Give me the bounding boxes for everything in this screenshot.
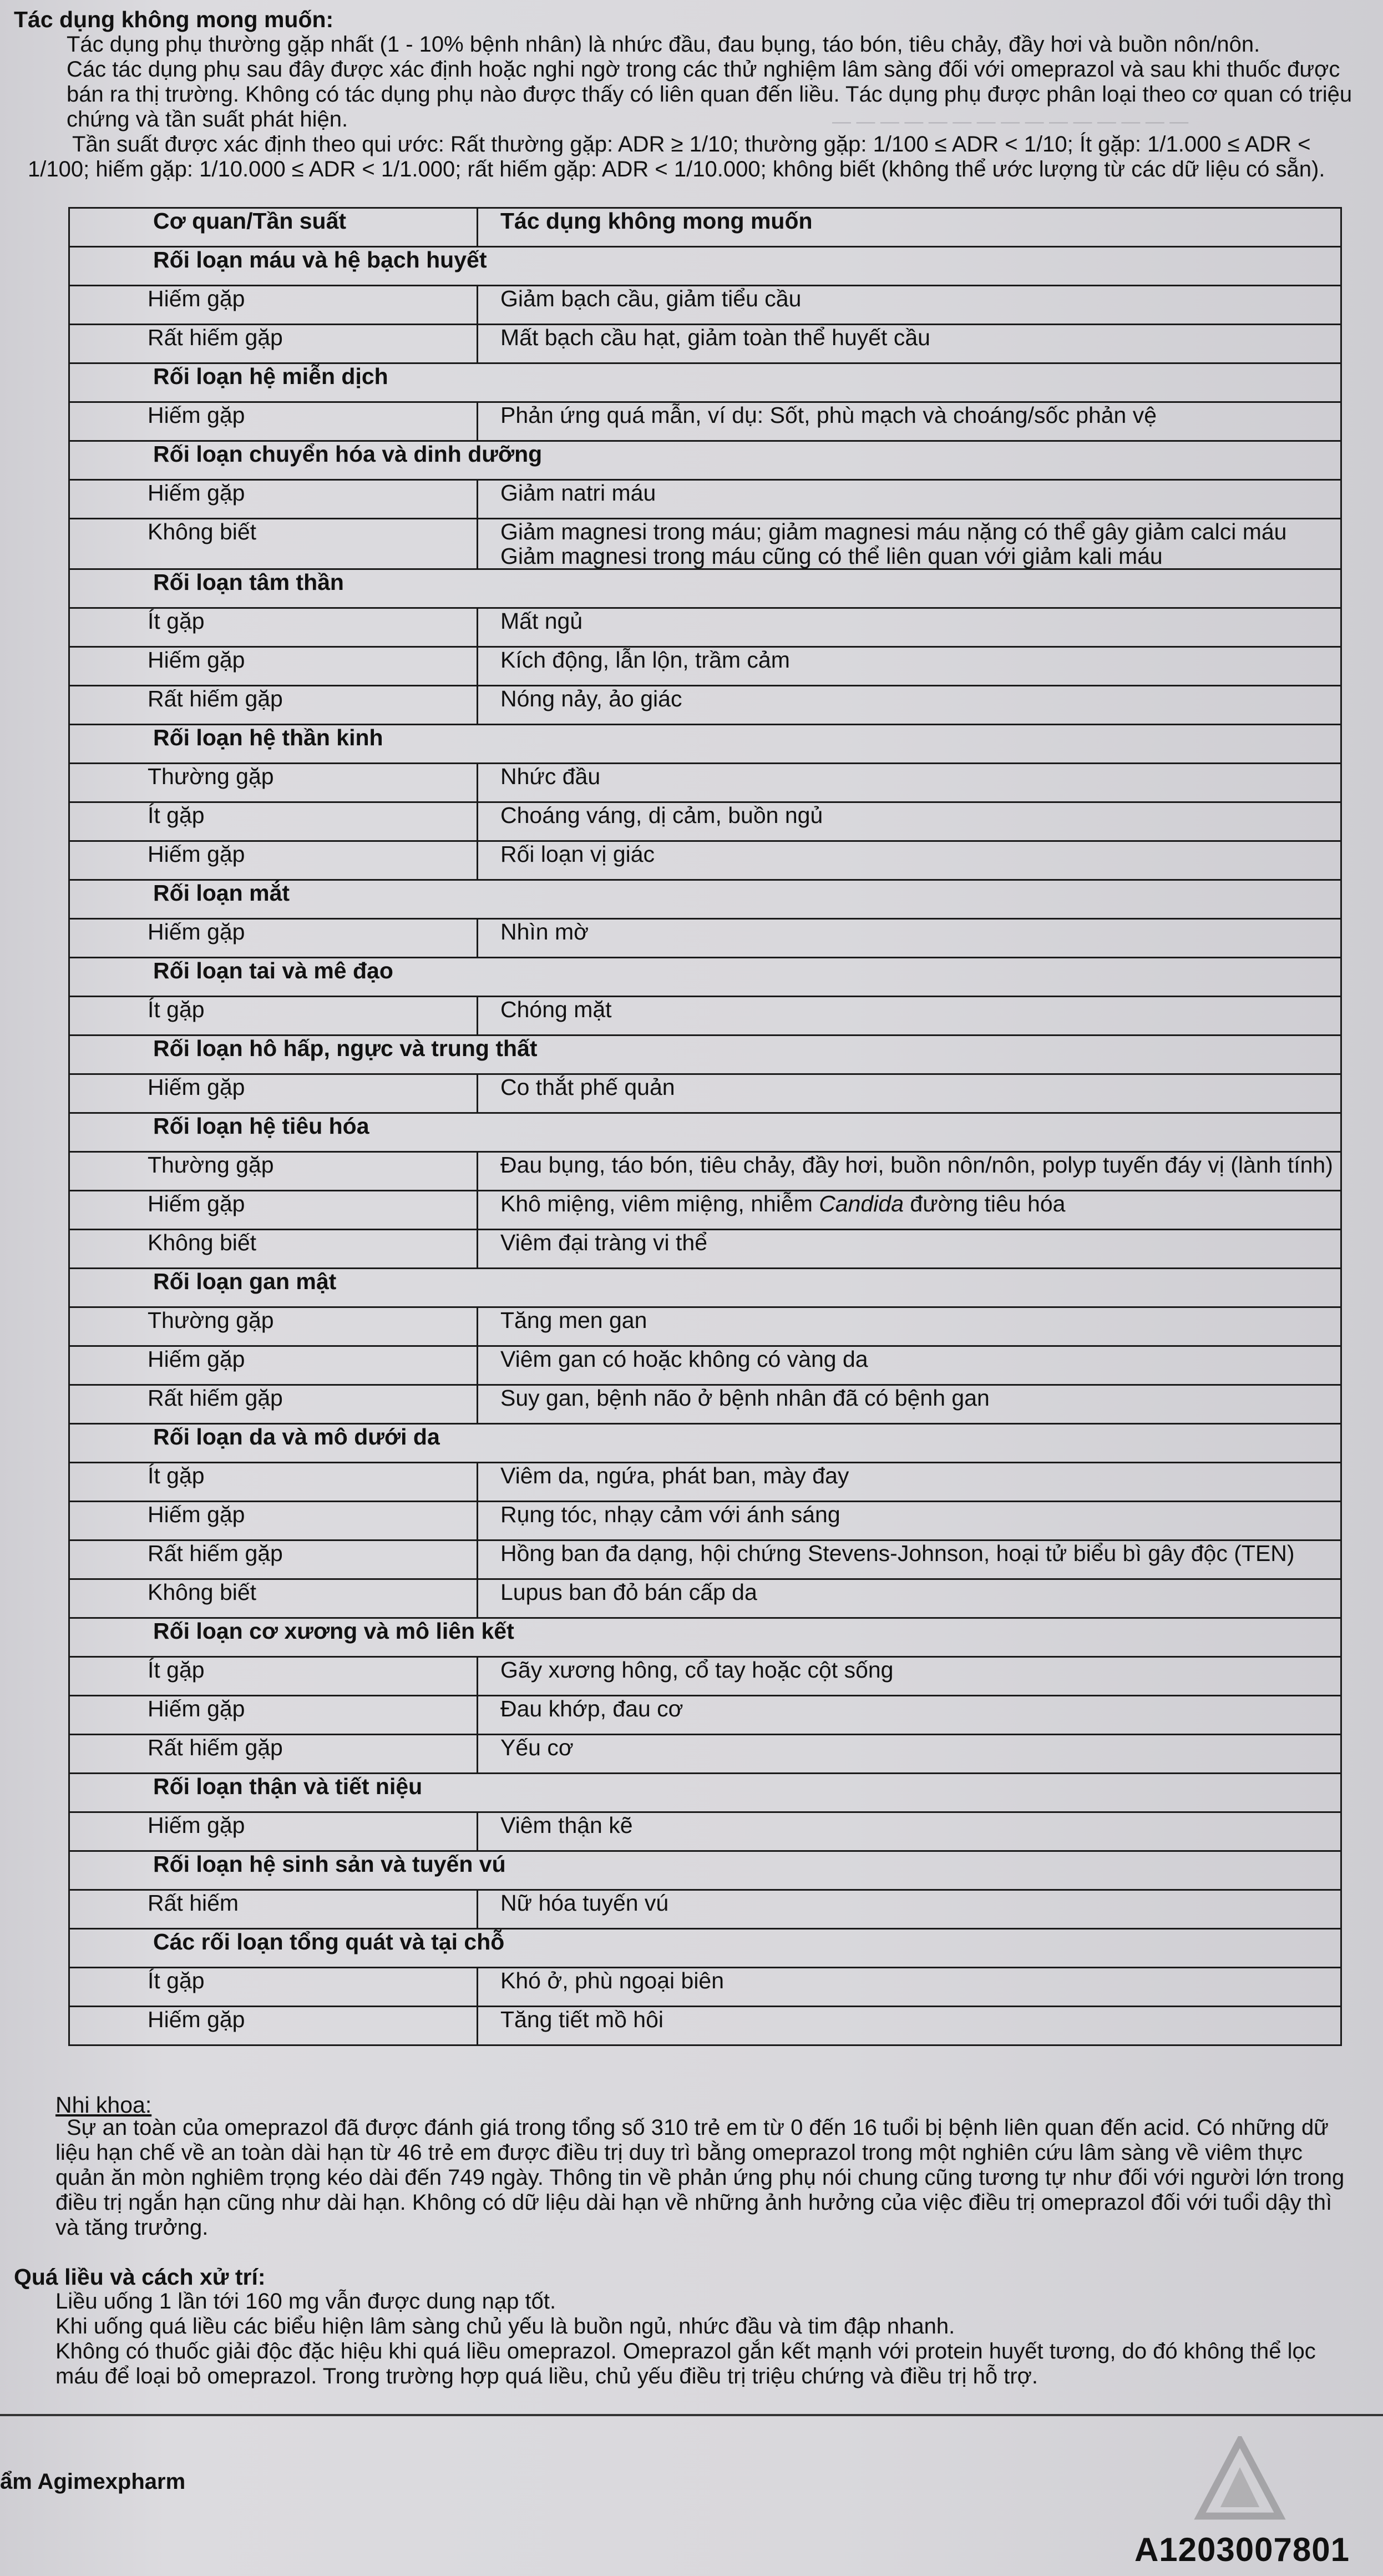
overdose-line-3: Không có thuốc giải độc đặc hiệu khi quá liều omeprazol. Omeprazol gắn kết mạnh với protein huyết tương, do đó không thể lọc máu để loại bỏ omeprazol. Trong trường hợp quá liều, chủ yếu điều trị triệu chứng và điều trị hỗ trợ. (55, 2339, 1316, 2388)
frequency-cell: Rất hiếm (69, 1890, 478, 1929)
overdose-line-2: Khi uống quá liều các biểu hiện lâm sàng chủ yếu là buồn ngủ, nhức đầu và tim đập nhanh. (55, 2314, 955, 2338)
effect-cell: Đau khớp, đau cơ (478, 1696, 1341, 1735)
table-row (69, 1385, 1341, 1424)
table-row (69, 1540, 1341, 1579)
footer-divider (0, 2414, 1383, 2416)
show-through-text: — — — — — — — — — — — — — — — (832, 111, 1189, 132)
frequency-cell: Hiếm gặp (69, 841, 478, 880)
table-row (69, 1890, 1341, 1929)
table-row (69, 1696, 1341, 1735)
table-row (69, 402, 1341, 441)
effect-cell: Yếu cơ (478, 1735, 1341, 1774)
frequency-cell: Rất hiếm gặp (69, 686, 478, 725)
effect-cell: Viêm thận kẽ (478, 1812, 1341, 1851)
organ-category: Rối loạn hệ sinh sản và tuyến vú (69, 1851, 1341, 1890)
table-row (69, 480, 1341, 519)
effect-cell: Suy gan, bệnh não ở bệnh nhân đã có bệnh gan (478, 1385, 1341, 1424)
category-row (69, 441, 1341, 480)
frequency-cell: Không biết (69, 1230, 478, 1269)
header-organ-frequency: Cơ quan/Tần suất (69, 208, 478, 247)
frequency-cell: Hiếm gặp (69, 1696, 478, 1735)
effect-cell: Kích động, lẫn lộn, trầm cảm (478, 647, 1341, 686)
frequency-cell: Hiếm gặp (69, 402, 478, 441)
effect-cell: Gãy xương hông, cổ tay hoặc cột sống (478, 1657, 1341, 1696)
frequency-cell: Thường gặp (69, 1307, 478, 1346)
table-row (69, 686, 1341, 725)
table-row (69, 1191, 1341, 1230)
table-row (69, 764, 1341, 802)
table-row (69, 1968, 1341, 2007)
table-row (69, 997, 1341, 1036)
frequency-cell: Không biết (69, 1579, 478, 1618)
effect-cell: Choáng váng, dị cảm, buồn ngủ (478, 802, 1341, 841)
adverse-reactions-table (68, 207, 1342, 2046)
frequency-cell: Hiếm gặp (69, 2007, 478, 2045)
frequency-cell: Ít gặp (69, 802, 478, 841)
table-header-row (69, 208, 1341, 247)
frequency-cell: Rất hiếm gặp (69, 325, 478, 363)
table-row (69, 1735, 1341, 1774)
category-row (69, 958, 1341, 997)
effect-cell: Mất bạch cầu hạt, giảm toàn thể huyết cầu (478, 325, 1341, 363)
category-row (69, 1851, 1341, 1890)
effect-cell: Nữ hóa tuyến vú (478, 1890, 1341, 1929)
document-code: A1203007801 (1134, 2531, 1350, 2568)
table-row (69, 608, 1341, 647)
organ-category: Rối loạn tâm thần (69, 569, 1341, 608)
table-row (69, 1074, 1341, 1113)
frequency-cell: Rất hiếm gặp (69, 1735, 478, 1774)
table-row (69, 1307, 1341, 1346)
category-row (69, 1269, 1341, 1307)
category-row (69, 1774, 1341, 1812)
frequency-cell: Ít gặp (69, 997, 478, 1036)
table-row (69, 1346, 1341, 1385)
table-row (69, 1463, 1341, 1502)
overdose-title: Quá liều và cách xử trí: (14, 2264, 266, 2290)
organ-category: Các rối loạn tổng quát và tại chỗ (69, 1929, 1341, 1968)
effect-cell: Giảm bạch cầu, giảm tiểu cầu (478, 286, 1341, 325)
category-row (69, 1113, 1341, 1152)
table-row (69, 802, 1341, 841)
organ-category: Rối loạn da và mô dưới da (69, 1424, 1341, 1463)
table-row (69, 647, 1341, 686)
effect-cell: Rối loạn vị giác (478, 841, 1341, 880)
organ-category: Rối loạn hô hấp, ngực và trung thất (69, 1036, 1341, 1074)
table-row (69, 1502, 1341, 1540)
overdose-line-1: Liều uống 1 lần tới 160 mg vẫn được dung nạp tốt. (55, 2289, 556, 2314)
category-row (69, 1618, 1341, 1657)
organ-category: Rối loạn tai và mê đạo (69, 958, 1341, 997)
header-adverse-effects: Tác dụng không mong muốn (478, 208, 1341, 247)
frequency-cell: Ít gặp (69, 1463, 478, 1502)
organ-category: Rối loạn thận và tiết niệu (69, 1774, 1341, 1812)
table-row (69, 1657, 1341, 1696)
category-row (69, 363, 1341, 402)
effect-cell: Tăng tiết mồ hôi (478, 2007, 1341, 2045)
pediatrics-title: Nhi khoa: (55, 2092, 152, 2118)
agimexpharm-logo (1193, 2436, 1287, 2525)
frequency-cell: Ít gặp (69, 608, 478, 647)
frequency-cell: Hiếm gặp (69, 647, 478, 686)
category-row (69, 1424, 1341, 1463)
organ-category: Rối loạn hệ thần kinh (69, 725, 1341, 764)
organ-category: Rối loạn gan mật (69, 1269, 1341, 1307)
effect-cell: Nóng nảy, ảo giác (478, 686, 1341, 725)
table-row (69, 1579, 1341, 1618)
effect-cell: Tăng men gan (478, 1307, 1341, 1346)
frequency-cell: Hiếm gặp (69, 1346, 478, 1385)
category-row (69, 247, 1341, 286)
category-row (69, 569, 1341, 608)
frequency-cell: Hiếm gặp (69, 1191, 478, 1230)
table-row (69, 919, 1341, 958)
organ-category: Rối loạn mắt (69, 880, 1341, 919)
frequency-convention: Tần suất được xác định theo qui ước: Rất thường gặp: ADR ≥ 1/10; thường gặp: 1/100 ≤ ADR < 1/10; Ít gặp: 1/1.000 ≤ ADR < 1/100; hiếm gặp: 1/10.000 ≤ ADR < 1/1.000; rất hiếm gặp: ADR < 1/10.000; không biết (không thể ước lượng từ các dữ liệu có sẵn). (28, 132, 1325, 181)
organ-category: Rối loạn hệ miễn dịch (69, 363, 1341, 402)
table-row (69, 325, 1341, 363)
organ-category: Rối loạn cơ xương và mô liên kết (69, 1618, 1341, 1657)
category-row (69, 1929, 1341, 1968)
category-row (69, 725, 1341, 764)
effect-cell: Khô miệng, viêm miệng, nhiễm Candida đường tiêu hóa (478, 1191, 1341, 1230)
frequency-cell: Thường gặp (69, 764, 478, 802)
table-row (69, 519, 1341, 569)
effect-cell: Giảm natri máu (478, 480, 1341, 519)
effect-cell: Viêm đại tràng vi thể (478, 1230, 1341, 1269)
effect-cell: Viêm da, ngứa, phát ban, mày đay (478, 1463, 1341, 1502)
effect-cell: Đau bụng, táo bón, tiêu chảy, đầy hơi, buồn nôn/nôn, polyp tuyến đáy vị (lành tính) (478, 1152, 1341, 1191)
frequency-cell: Hiếm gặp (69, 1502, 478, 1540)
frequency-cell: Hiếm gặp (69, 1074, 478, 1113)
frequency-cell: Hiếm gặp (69, 1812, 478, 1851)
frequency-cell: Rất hiếm gặp (69, 1385, 478, 1424)
category-row (69, 880, 1341, 919)
effect-cell: Lupus ban đỏ bán cấp da (478, 1579, 1341, 1618)
intro-paragraph-2: Các tác dụng phụ sau đây được xác định hoặc nghi ngờ trong các thử nghiệm lâm sàng đối với omeprazol và sau khi thuốc được bán ra thị trường. Không có tác dụng phụ nào được thấy có liên quan đến liều. Tác dụng phụ được phân loại theo cơ quan có triệu chứng và tần suất phát hiện. (67, 57, 1352, 132)
frequency-cell: Ít gặp (69, 1968, 478, 2007)
effect-cell: Giảm magnesi trong máu; giảm magnesi máu nặng có thể gây giảm calci máu Giảm magnesi trong máu cũng có thể liên quan với giảm kali máu (478, 519, 1341, 569)
category-row (69, 1036, 1341, 1074)
table-row (69, 841, 1341, 880)
effect-cell: Chóng mặt (478, 997, 1341, 1036)
frequency-cell: Rất hiếm gặp (69, 1540, 478, 1579)
effect-cell: Viêm gan có hoặc không có vàng da (478, 1346, 1341, 1385)
effect-cell: Rụng tóc, nhạy cảm với ánh sáng (478, 1502, 1341, 1540)
table-row (69, 1230, 1341, 1269)
effect-cell: Co thắt phế quản (478, 1074, 1341, 1113)
organ-category: Rối loạn chuyển hóa và dinh dưỡng (69, 441, 1341, 480)
frequency-cell: Không biết (69, 519, 478, 569)
side-effects-title: Tác dụng không mong muốn: (14, 7, 334, 32)
effect-cell: Hồng ban đa dạng, hội chứng Stevens-Johnson, hoại tử biểu bì gây độc (TEN) (478, 1540, 1341, 1579)
table-row (69, 1152, 1341, 1191)
frequency-cell: Hiếm gặp (69, 480, 478, 519)
organ-category: Rối loạn hệ tiêu hóa (69, 1113, 1341, 1152)
side-effects-intro (67, 32, 1365, 132)
table-row (69, 2007, 1341, 2045)
effect-cell: Mất ngủ (478, 608, 1341, 647)
intro-paragraph-1: Tác dụng phụ thường gặp nhất (1 - 10% bệnh nhân) là nhức đầu, đau bụng, táo bón, tiêu chảy, đầy hơi và buồn nôn/nôn. (67, 32, 1260, 57)
frequency-cell: Hiếm gặp (69, 286, 478, 325)
effect-cell: Phản ứng quá mẫn, ví dụ: Sốt, phù mạch và choáng/sốc phản vệ (478, 402, 1341, 441)
overdose-text (55, 2289, 1365, 2389)
pediatrics-text: Sự an toàn của omeprazol đã được đánh giá trong tổng số 310 trẻ em từ 0 đến 16 tuổi bị bệnh liên quan đến acid. Có những dữ liệu hạn chế về an toàn dài hạn từ 46 trẻ em được điều trị duy trì bằng omeprazol trong một nghiên cứu lâm sàng về viêm thực quản ăn mòn nghiêm trọng kéo dài đến 749 ngày. Thông tin về phản ứng phụ nói chung cũng tương tự như đối với người lớn trong điều trị ngắn hạn cũng như dài hạn. Không có dữ liệu dài hạn về những ảnh hưởng của việc điều trị omeprazol đối với tuổi dậy thì và tăng trưởng. (55, 2115, 1345, 2240)
effect-cell: Nhìn mờ (478, 919, 1341, 958)
effect-cell: Khó ở, phù ngoại biên (478, 1968, 1341, 2007)
organ-category: Rối loạn máu và hệ bạch huyết (69, 247, 1341, 286)
frequency-cell: Thường gặp (69, 1152, 478, 1191)
frequency-cell: Ít gặp (69, 1657, 478, 1696)
frequency-cell: Hiếm gặp (69, 919, 478, 958)
table-row (69, 1812, 1341, 1851)
company-name: ẩm Agimexpharm (0, 2469, 186, 2494)
table-row (69, 286, 1341, 325)
effect-cell: Nhức đầu (478, 764, 1341, 802)
